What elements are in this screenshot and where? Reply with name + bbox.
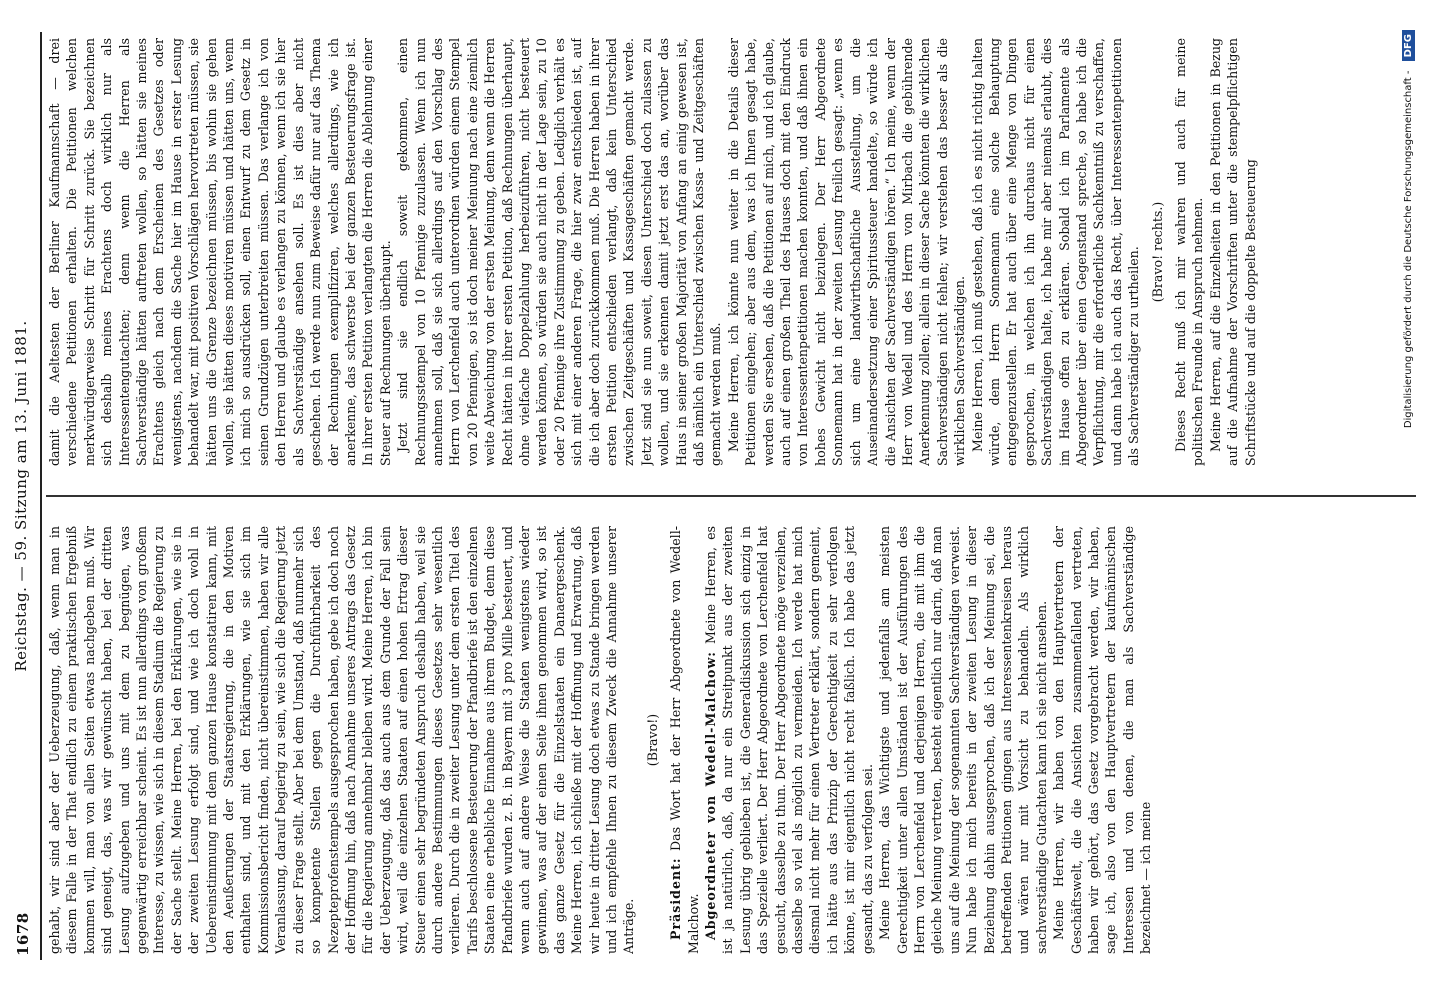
paragraph: gehabt, wir sind aber der Ueberzeugung, daß, wenn man in diesem Falle in der That endlich zu einem praktischen Ergebniß kommen will, man von allen Seiten etwas nachgeben muß. Wir sind geneigt, das, was wir gewünscht haben, bei der dritten Lesung aufzugeben und uns mit dem zu begnügen, was gegenwärtig erreichbar scheint. Es ist nun allerdings von großem Interesse, zu wissen, wie sich in diesem Stadium die Regierung zu der Sache stellt. Meine Herren, bei den Erklärungen, wie sie in der zweiten Lesung erfolgt sind, und wie ich doch wohl in Uebereinstimmung mit dem ganzen Hause konstatiren kann, mit den Aeußerungen der Staatsregierung, die in den Motiven enthalten sind, und mit den Erklärungen, wie sie sich im Kommissionsbericht finden, nicht übereinstimmen, haben wir alle Veranlassung, darauf begierig zu sein, wie sich die Regierung jetzt zu dieser Frage stellt. Aber bei dem Umstand, daß nunmehr sich so kompetente Stellen gegen die Durchführbarkeit des Nezepteprofenstempels ausgesprochen haben, gebe ich doch noch der Hoffnung hin, daß nach Annahme unseres Antrags das Gesetz für die Regierung annehmbar bleiben wird. Meine Herren, ich bin der Ueberzeugung, daß das auch aus dem Grunde der Fall sein wird, weil die einzelnen Staaten auf einen hohen Ertrag dieser Steuer einen sehr begründeten Anspruch deshalb haben, weil sie durch andere Bestimmungen dieses Gesetzes sehr wesentlich verlieren. Durch die in zweiter Lesung unter dem ersten Titel des Tarifs beschlossene Besteuerung der Pfandbriefe ist den einzelnen Staaten eine erhebliche Einnahme aus ihrem Budget, denn diese Pfandbriefe wurden z. B. in Bayern mit 3 pro Mille besteuert, und wenn auch auf andere Weise die Staaten wenigstens wieder gewinnen, was auf der einen Seite ihnen genommen wird, so ist das ganze Gesetz für die Einzelstaaten ein Danaergeschenk. Meine Herren, ich schließe mit der Hoffnung und Erwartung, daß wir heute in dritter Lesung doch etwas zu Stande bringen werden und ich empfehle Ihnen zu diesem Zweck die Annahme unserer Anträge. [47,526,637,954]
left-column [46,526,1416,954]
dfg-logo: DFG [1402,30,1415,61]
paragraph: Jetzt sind sie endlich soweit gekommen, einen Rechnungsstempel von 10 Pfennige zuzulassen. Wenn ich nun annehmen soll, daß sie sich allerdings auf den Vorschlag des Herrn von Lerchenfeld auch unterordnen würden einem Stempel von 20 Pfennigen, so ist doch meiner Meinung nach eine ziemlich weite Abweichung von der ersten Meinung, denn wenn die Herren Recht hätten in ihrer ersten Petition, daß Rechnungen überhaupt, ohne vielfache Doppelzahlung herbeizuführen, nicht besteuert werden können, so würden sie auch nicht in der Lage sein, zu 10 oder 20 Pfennige ihre Zustimmung zu geben. Lediglich verhält es sich mit einer anderen Frage, die hier zwar entschieden ist, auf die ich aber doch zurückkommen muß. Die Herren haben in ihrer ersten Petition entschieden verlangt, daß kein Unterschied zwischen Zeitgeschäften und Kassageschäften gemacht werde. Jetzt sind sie nun soweit, diesen Unterschied doch zulassen zu wollen, und sie erkennen damit jetzt erst das an, worüber das Haus in seiner großen Majorität von Anfang an einig gewesen ist, daß nämlich ein Unterschied zwischen Kassa- und Zeitgeschäften gemacht werden muß. [395,38,724,466]
paragraph: Meine Herren, wir haben von den Hauptvertretern der Geschäftswelt, die die Ansichten zusammenfallend vertreten, haben wir gehört, das Gesetz vorgebracht werden, wir haben, sage ich, also von den Hauptvertretern der kaufmännischen Interessen und von denen, die man als Sachverständige bezeichnet — ich meine [1051,526,1154,954]
speech-text: Meine Herren, es ist ja natürlich, daß, da nur ein Streitpunkt aus der zweiten Lesung übrig geblieben ist, die Generaldiskussion sich einzig in das Spezielle verliert. Der Herr Abgeordnete von Lerchenfeld hat gesucht, dasselbe zu thun. Der Herr Abgeordnete möge verzeihen, dasselbe so viel als möglich zu vermeiden. Ich werde hat mich diesmal nicht mehr für einen Vertreter erklärt, sondern gemeint, ich hätte aus das Prinzip der Gerechtigkeit zu sehr verfolgen könne, ist mir eigentlich nicht recht faßlich. Ich habe das jetzt gesandt, das zu verfolgen sei. [703,526,875,954]
paragraph: Dieses Recht muß ich mir wahren und auch für meine politischen Freunde in Anspruch nehmen. [1173,38,1206,466]
paragraph: damit die Aeltesten der Berliner Kaufmannschaft — drei verschiedene Petitionen erhalten. Die Petitionen welchen merkwürdigerweise Schritt für Schritt zurück. Sie bezeichnen sich deshalb meines Erachtens doch wirklich nur als Interessentengutachten; denn wenn die Herren als Sachverständige hätten auftreten wollen, so hätten sie meines Erachtens gleich nach dem Erscheinen des Gesetzes oder wenigstens, nachdem die Sache hier im Hause in erster Lesung behandelt war, mit positiven Vorschlägen hervortreten müssen, sie hätten uns die Grenze bezeichnen müssen, bis wohin sie gehen wollen, sie hätten dieses motiviren müssen und hätten uns, wenn ich mich so ausdrücken soll, einen Entwurf zu dem Gesetz in seinen Grundzügen unterbreiten müssen. Das verlange ich von den Herren und glaube es verlangen zu können, wenn ich sie hier als Sachverständige ansehen soll. Es ist dies aber nicht geschehen. Ich werde nun zum Beweise dafür nur auf das Thema der Rechnungen exemplifiziren, welches allerdings, wie ich anerkenne, das schwerste bei der ganzen Besteuerungsfrage ist. In ihrer ersten Petition verlangten die Herren die Ablehnung einer Steuer auf Rechnungen überhaupt. [47,38,393,466]
running-header [12,36,36,956]
column-divider [46,496,1416,498]
speech-start [702,526,876,954]
president-text: Das Wort hat der Herr Abgeordnete von Wedell-Malchow. [668,526,701,954]
applause-note: (Bravo! rechts.) [1149,201,1165,303]
paragraph: Meine Herren, auf die Einzelheiten in den Petitionen in Bezug auf die Aufnahme der Vorschriften unter die stempelpflichtigen Schriftstücke und auf die doppelte Besteuerung [1207,38,1258,466]
paragraph: Meine Herren, ich könnte nun weiter in die Details dieser Petitionen eingehen; aber aus dem, was ich Ihnen gesagt habe, werden Sie ersehen, daß die Petitionen auf mich, und ich glaube, auch auf einen großen Theil des Hauses doch mit den Eindruck von Interessentenpetitionen machen konnten, und daß ihnen ein hohes Gewicht nicht beizulegen. Der Herr Abgeordnete Sonnemann hat in der zweiten Lesung freilich gesagt: „wenn es sich um eine landwirthschaftliche Ausstellung, um die Auseinandersetzung einer Spiritussteuer handelte, so würde ich die Ansichten der Sachverständigen hören.“ Ich meine, wenn der Herr von Wedell und des Herrn von Mirbach die gebührende Anerkennung zollen; allein in dieser Sache könnten die wirklichen Sachverständigen nicht fehlen; wir verstehen das besser als die wirklichen Sachverständigen. [725,38,968,466]
paragraph: Meine Herren, das Wichtigste und jedenfalls am meisten Gerechtigkeit unter allen Umständen ist der Ausführungen des Herrn von Lerchenfeld und derjenigen Herren, die mit ihm die gleiche Meinung vertreten, besteht eigentlich nur darin, daß man uns auf die Meinung der sogenannten Sachverständigen verweist. Nun habe ich mich bereits in der zweiten Lesung in dieser Beziehung dahin ausgesprochen, daß ich der Meinung sei, die betreffenden Petitionen gingen aus Interessentenkreisen heraus und wären nur mit Vorsicht zu behandeln. Als wirklich sachverständige Gutachten kann ich sie nicht ansehen. [877,526,1049,954]
credit-text: Digitalisierung gefördert durch die Deutsche Forschungsgemeinschaft - [1403,70,1414,429]
digitization-credit [1402,30,1422,970]
right-column [46,38,1416,466]
running-title: Reichstag. — 59. Sitzung am 13. Juni 1881. [12,320,30,672]
speaker-label: Abgeordneter von Wedell-Malchow: [703,651,719,940]
header-rule [40,32,42,960]
president-remark [667,526,702,954]
speaker-label: Präsident: [668,857,684,940]
applause-note: (Bravo!) [644,713,660,767]
paragraph: Meine Herren, ich muß gestehen, daß ich es nicht richtig halten würde, dem Herrn Sonnemann eine solche Behauptung entgegenzustellen. Er hat auch über eine Menge von Dingen gesprochen, in welchen ich ihn durchaus nicht für einen Sachverständigen halte, ich habe mir aber niemals erlaubt, dies im Hause offen zu erklären. Sobald ich im Parlamente als Abgeordneter über einen Gegenstand spreche, so habe ich die Verpflichtung, mir die erforderliche Sachkenntniß zu verschaffen, und dann habe ich auch das Recht, über Interessentenpetitionen als Sachverständiger zu urtheilen. [969,38,1142,466]
page-number: 1678 [14,912,32,956]
